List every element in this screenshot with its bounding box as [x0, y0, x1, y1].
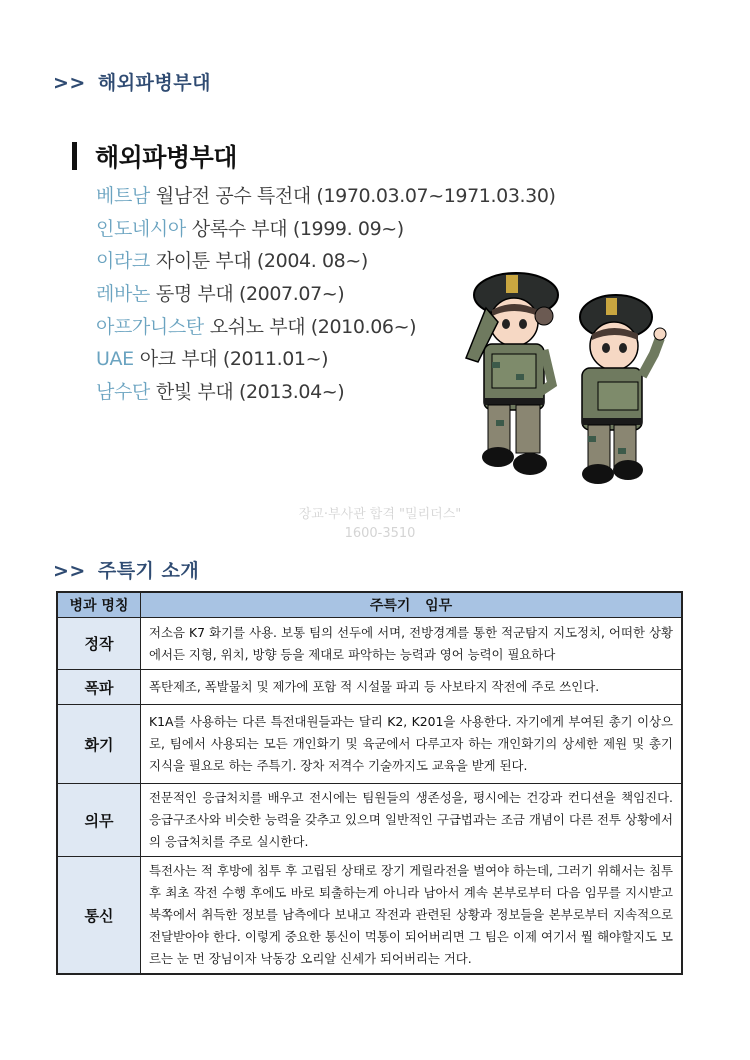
table-row	[57, 670, 682, 705]
branch-name: 폭파	[57, 670, 141, 705]
table-header-row	[57, 592, 682, 618]
branch-duty: 전문적인 응급처치를 배우고 전시에는 팀원들의 생존성을, 평시에는 건강과 컨디션을 책임진다. 응급구조사와 비슷한 능력을 갖추고 있으며 일반적인 구급법과는 조금 개념이 다른 전투 상황에서의 응급처치를 주로 실시한다.	[141, 784, 683, 857]
unit-name: 동명 부대 (2007.07~)	[155, 283, 345, 306]
header-branch-name: 병과 명칭	[57, 592, 141, 618]
title-bar-marker	[72, 142, 77, 170]
country-name: 이라크	[96, 250, 150, 273]
table-row	[57, 784, 682, 857]
section-heading-specialties	[53, 556, 199, 583]
branch-duty: K1A를 사용하는 다른 특전대원들과는 달리 K2, K201을 사용한다. 자기에게 부여된 총기 이상으로, 팀에서 사용되는 모든 개인화기 및 육군에서 다루고자 하는 개인화기의 상세한 제원 및 총기 지식을 필요로 하는 주특기. 장차 저격수 기술까지도 교육을 받게 된다.	[141, 705, 683, 784]
branch-name: 정작	[57, 618, 141, 670]
country-name: UAE	[96, 348, 134, 371]
unit-name: 자이툰 부대 (2004. 08~)	[155, 250, 368, 273]
unit-name: 한빛 부대 (2013.04~)	[155, 381, 345, 404]
soldier-saluting-icon	[466, 273, 558, 475]
unit-name: 상록수 부대 (1999. 09~)	[191, 217, 404, 240]
country-name: 레바논	[96, 283, 150, 306]
specialty-table	[56, 591, 683, 975]
branch-name: 화기	[57, 705, 141, 784]
soldier-thumbs-icon	[580, 295, 666, 484]
section-title: 해외파병부대	[97, 72, 211, 94]
chevron-icon: >>	[53, 560, 86, 582]
unit-name: 월남전 공수 특전대 (1970.03.07~1971.03.30)	[155, 185, 556, 207]
branch-name: 통신	[57, 857, 141, 975]
country-name: 남수단	[96, 381, 150, 404]
country-name: 아프가니스탄	[96, 315, 204, 338]
unit-name: 아크 부대 (2011.01~)	[139, 348, 329, 371]
branch-duty: 저소음 K7 화기를 사용. 보통 팀의 선두에 서며, 전방경계를 통한 적군탐지 지도정치, 어떠한 상황에서든 지형, 위치, 방향 등을 제대로 파악하는 능력과 영어 능력이 필요하다	[141, 618, 683, 670]
section-heading-overseas-units	[53, 68, 211, 95]
table-row	[57, 857, 682, 975]
panel-title-text: 해외파병부대	[95, 143, 237, 172]
soldiers-illustration	[446, 250, 686, 500]
country-name: 베트남	[96, 185, 150, 207]
branch-duty: 폭탄제조, 폭발물치 및 제가에 포함 적 시설물 파괴 등 사보타지 작전에 주로 쓰인다.	[141, 670, 683, 705]
deployment-item	[96, 180, 556, 213]
chevron-icon: >>	[53, 72, 86, 94]
watermark-line2: 1600-3510	[344, 526, 416, 541]
watermark	[270, 505, 490, 543]
table-row	[57, 618, 682, 670]
header-duty: 주특기 임무	[141, 592, 683, 618]
section-title: 주특기 소개	[97, 560, 200, 582]
branch-duty: 특전사는 적 후방에 침투 후 고립된 상태로 장기 게릴라전을 벌여야 하는데, 그러기 위해서는 침투 후 최초 작전 수행 후에도 바로 퇴출하는게 아니라 남아서 계속 본부로부터 다음 임무를 지시받고 북쪽에서 취득한 정보를 남측에다 보내고 작전과 관련된 상황과 정보들을 본부로부터 지속적으로 전달받아야 한다. 이렇게 중요한 통신이 먹통이 되어버리면 그 팀은 이제 여기서 뭘 해야할지도 모르는 눈 먼 장님이자 낙동강 오리알 신세가 되어버리는 거다.	[141, 857, 683, 975]
branch-name: 의무	[57, 784, 141, 857]
table-row	[57, 705, 682, 784]
unit-name: 오쉬노 부대 (2010.06~)	[209, 315, 417, 338]
deployment-item	[96, 213, 556, 246]
country-name: 인도네시아	[96, 217, 186, 240]
panel-title	[72, 138, 237, 174]
watermark-line1: 장교·부사관 합격 "밀리더스"	[298, 507, 462, 522]
